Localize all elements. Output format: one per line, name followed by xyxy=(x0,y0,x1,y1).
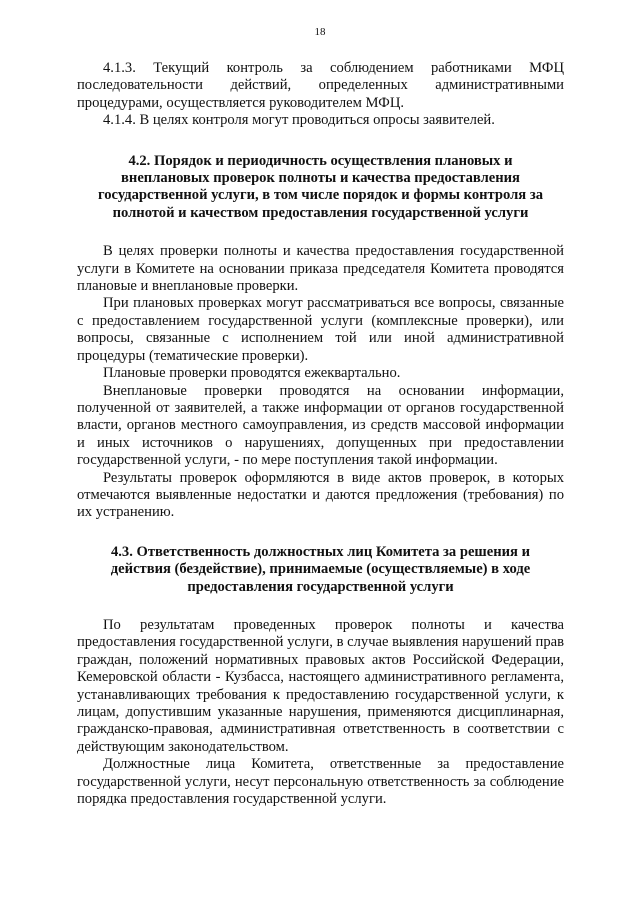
section-4-3-paragraph: Должностные лица Комитета, ответственные за предоставление государственной услуги, несут персональную ответственность за соблюдение порядка предоставления государственной услуги. xyxy=(77,756,564,808)
section-4-2-paragraph: При плановых проверках могут рассматриваться все вопросы, связанные с предоставлением государственной услуги (комплексные проверки), или вопросы, связанные с исполнением той или иной административной процедуры (тематические проверки). xyxy=(77,295,564,364)
section-4-3-paragraph: По результатам проведенных проверок полноты и качества предоставления государственной услуги, в случае выявления нарушений прав граждан, положений нормативных правовых актов Российской Федерации, Кемеровской области - Кузбасса, настоящего административного регламента, устанавливающих требования к предоставлению государственной услуги, к лицам, допустившим указанные нарушения, применяются дисциплинарная, гражданско-правовая, административная ответственность в соответствии с действующим законодательством. xyxy=(77,616,564,755)
section-4-2-paragraph: Внеплановые проверки проводятся на основании информации, полученной от заявителей, а также информации от органов государственной власти, органов местного самоуправления, из средств массовой информации и иных источников о нарушениях, допущенных при предоставлении государственной услуги, - по мере поступления такой информации. xyxy=(77,382,564,469)
section-4-3-heading: 4.3. Ответственность должностных лиц Комитета за решения и действия (бездействие), принимаемые (осуществляемые) в ходе предоставления государственной услуги xyxy=(110,543,531,595)
page-number: 18 xyxy=(314,26,326,38)
document-body xyxy=(77,60,564,808)
section-4-2-paragraph: В целях проверки полноты и качества предоставления государственной услуги в Комитете на основании приказа председателя Комитета проводятся плановые и внеплановые проверки. xyxy=(77,243,564,295)
section-4-2-heading: 4.2. Порядок и периодичность осуществления плановых и внеплановых проверок полноты и качества предоставления государственной услуги, в том числе порядок и формы контроля за полнотой и качеством предоставления государственной услуги xyxy=(97,152,544,221)
section-4-2-paragraph: Плановые проверки проводятся ежеквартально. xyxy=(103,365,401,382)
section-4-2-paragraph: Результаты проверок оформляются в виде актов проверок, в которых отмечаются выявленные недостатки и даются предложения (требования) по их устранению. xyxy=(77,469,564,521)
paragraph-4-1-3: 4.1.3. Текущий контроль за соблюдением работниками МФЦ последовательности действий, определенных административными процедурами, осуществляется руководителем МФЦ. xyxy=(77,60,564,111)
paragraph-4-1-4: 4.1.4. В целях контроля могут проводиться опросы заявителей. xyxy=(103,112,495,129)
